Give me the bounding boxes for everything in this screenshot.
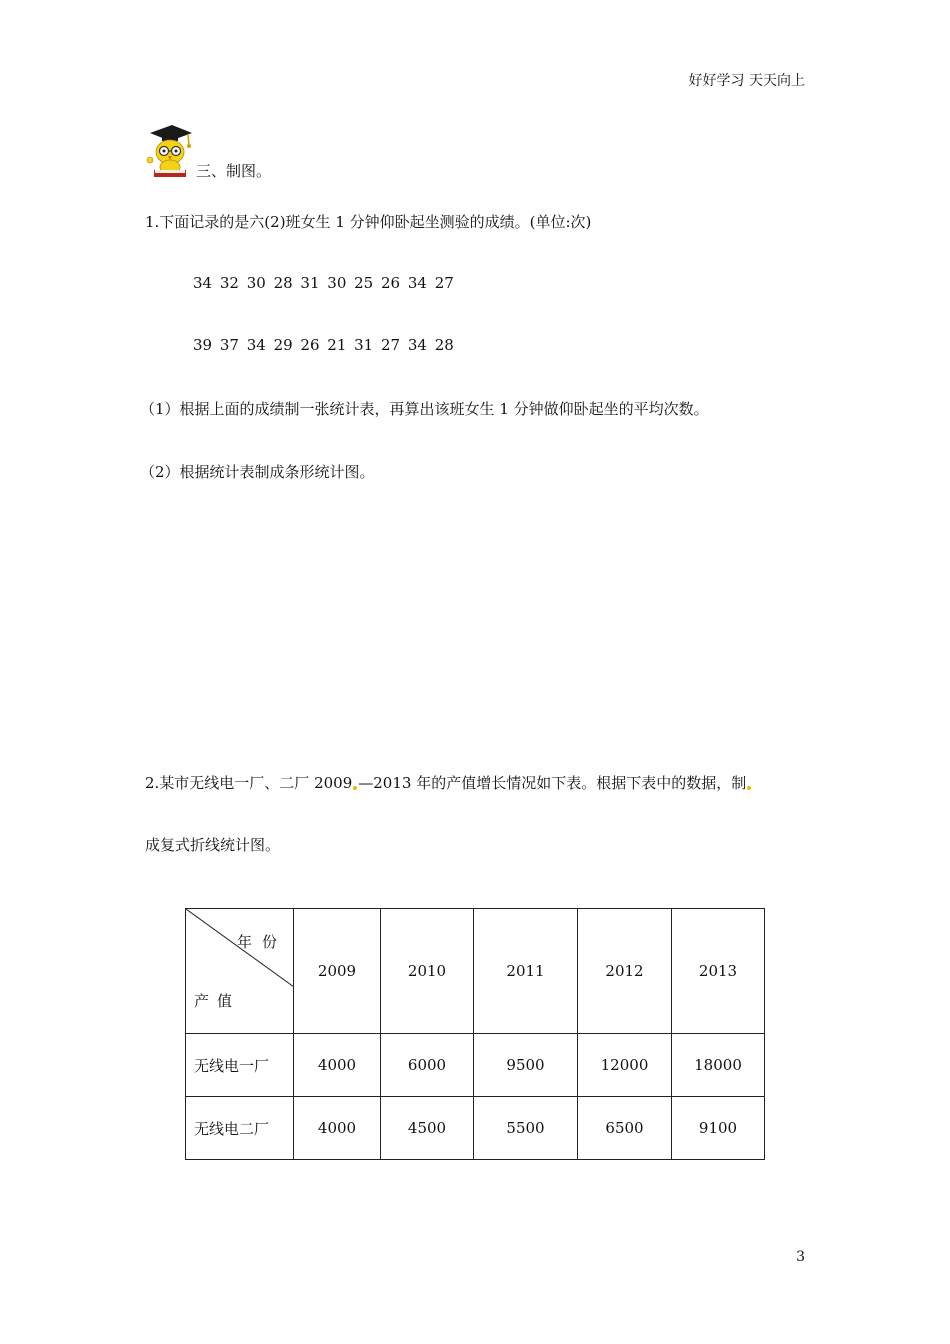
table-row bbox=[186, 1097, 765, 1160]
owl-graduate-mascot-icon bbox=[142, 121, 194, 179]
table-cell: 6000 bbox=[381, 1034, 474, 1097]
diagonal-line bbox=[186, 909, 294, 1034]
page-number: 3 bbox=[796, 1249, 805, 1265]
corner-label-value: 产值 bbox=[194, 992, 241, 1010]
table-cell: 12000 bbox=[578, 1034, 672, 1097]
score-row-1: 34 32 30 28 31 30 25 26 34 27 bbox=[193, 274, 454, 292]
table-cell: 4000 bbox=[294, 1097, 381, 1160]
production-value-table bbox=[185, 908, 765, 1160]
year-header: 2010 bbox=[381, 909, 474, 1034]
question-1-subpart-1: （1）根据上面的成绩制一张统计表，再算出该班女生 1 分钟做仰卧起坐的平均次数。 bbox=[140, 400, 709, 418]
score-row-2: 39 37 34 29 26 21 31 27 34 28 bbox=[193, 336, 454, 354]
question-2-text-a: 2.某市无线电一厂、二厂 2009 bbox=[145, 774, 353, 792]
row-label: 无线电二厂 bbox=[186, 1097, 294, 1160]
question-2-text-b: —2013 年的产值增长情况如下表。根据下表中的数据，制 bbox=[358, 774, 747, 792]
question-2-text-continued: 成复式折线统计图。 bbox=[145, 836, 281, 854]
table-corner-cell bbox=[186, 909, 294, 1034]
marker-dot bbox=[353, 786, 357, 790]
table-row bbox=[186, 1034, 765, 1097]
question-1-subpart-2: （2）根据统计表制成条形统计图。 bbox=[140, 463, 375, 481]
table-cell: 4500 bbox=[381, 1097, 474, 1160]
year-header: 2011 bbox=[474, 909, 578, 1034]
corner-label-year: 年份 bbox=[236, 933, 287, 951]
table-cell: 9500 bbox=[474, 1034, 578, 1097]
table-cell: 18000 bbox=[672, 1034, 765, 1097]
table-header-row bbox=[186, 909, 765, 1034]
table-cell: 9100 bbox=[672, 1097, 765, 1160]
section-title: 三、制图。 bbox=[196, 162, 272, 180]
table-cell: 4000 bbox=[294, 1034, 381, 1097]
year-header: 2012 bbox=[578, 909, 672, 1034]
question-2-text bbox=[145, 772, 752, 793]
marker-dot bbox=[747, 786, 751, 790]
year-header: 2009 bbox=[294, 909, 381, 1034]
table-cell: 5500 bbox=[474, 1097, 578, 1160]
year-header: 2013 bbox=[672, 909, 765, 1034]
page-header: 好好学习 天天向上 bbox=[688, 73, 805, 89]
table-cell: 6500 bbox=[578, 1097, 672, 1160]
row-label: 无线电一厂 bbox=[186, 1034, 294, 1097]
question-1-text: 1.下面记录的是六(2)班女生 1 分钟仰卧起坐测验的成绩。(单位:次) bbox=[145, 213, 592, 231]
